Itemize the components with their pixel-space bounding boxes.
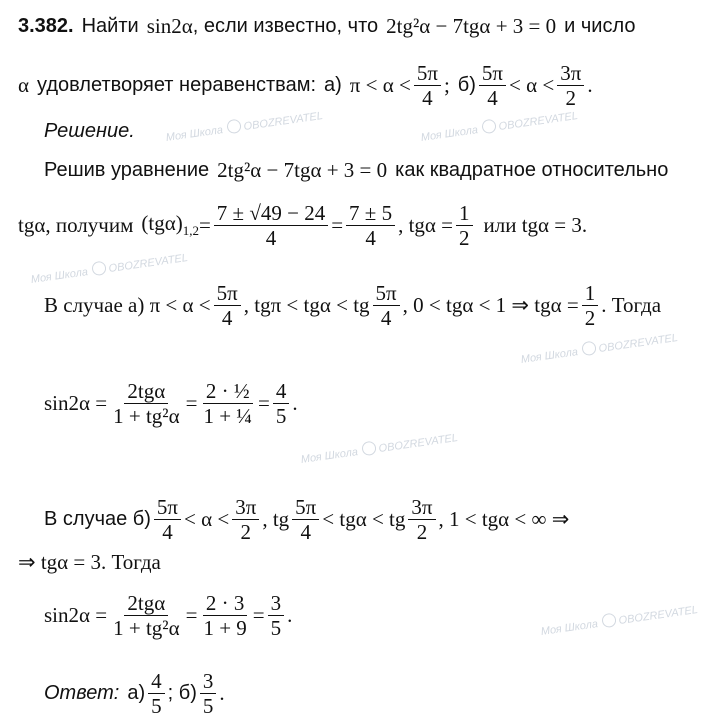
solution-heading: Решение. [44, 120, 135, 142]
math-inequality: < α < [509, 73, 555, 98]
fraction: $\frac{5\pi}{4}$ [214, 282, 241, 329]
fraction-nested: $\frac{\text{2 · ½}}{\text{1 + ¼}}$ [203, 379, 253, 429]
fraction: $\frac{4}{5}$ [148, 670, 165, 717]
fraction: $\frac{3\pi}{2}$ [232, 496, 259, 543]
fraction: $\frac{3\pi}{2}$ [408, 496, 435, 543]
watermark: Моя ШколаOBOZREVATEL [520, 332, 679, 366]
watermark-logo-icon [581, 341, 597, 357]
answer-label: Ответ: [44, 682, 120, 705]
watermark: Моя ШколаOBOZREVATEL [540, 604, 699, 638]
case-label: б) [457, 74, 476, 97]
watermark-logo-icon [91, 261, 107, 277]
math-inequality: π < α < [349, 73, 411, 98]
fraction: $\frac{2 \cdot 3}{1 + 9}$ [203, 591, 247, 641]
math-alpha: α [18, 73, 30, 98]
case-label: а) [324, 74, 342, 97]
watermark: Моя ШколаOBOZREVATEL [165, 110, 324, 144]
math-punct: . [587, 73, 593, 98]
solution-case-b: В случае б) $\frac{5\pi}{4}$ < α < $\frac{3\pi}{2}$ , tg $\frac{5\pi}{4}$ < tgα < tg $\frac{3\pi}{2}$ , 1 < tgα < ∞ ⇒ [44, 495, 570, 545]
fraction-result: $\frac{4}{5}$ [273, 380, 290, 427]
watermark-logo-icon [226, 119, 242, 135]
fraction: $\frac{1}{2}$ [582, 282, 599, 329]
solution-line-2: tgα, получим $(tg\alpha)_{1,2}$ = $\frac{7 \pm √49 - 24}{4}$ = $\frac{7 \pm 5}{4}$ , tgα = $\frac{1}{2}$ или tgα = 3. [18, 201, 588, 251]
problem-text: , если известно, что [192, 15, 379, 37]
problem-line-2 [18, 62, 593, 109]
problem-text: удовлетворяет неравенствам: [37, 74, 316, 97]
watermark: Моя ШколаOBOZREVATEL [420, 110, 579, 144]
solution-line-1: Решив уравнение 2tg²α − 7tgα + 3 = 0 как квадратное относительно [44, 158, 669, 182]
fraction: $\frac{3}{5}$ [200, 670, 217, 717]
math-equation: 2tg²α − 7tgα + 3 = 0 [386, 14, 557, 38]
answer-line: Ответ: а) $\frac{4}{5}$ ; б) $\frac{3}{5}$ . [44, 669, 225, 719]
solution-case-b-line-2: ⇒ tgα = 3. Тогда [18, 550, 161, 574]
solution-sin-a: sin2α = $\frac{\text{2tgα}}{\text{1 + tg²α}}$ = $\frac{\text{2 · ½}}{\text{1 + ¼}}$ = $\frac{4}{5}$ . [44, 379, 298, 429]
watermark-logo-icon [361, 441, 377, 457]
fraction: $\frac{1}{2}$ [456, 202, 473, 249]
fraction-result: $\frac{3}{5}$ [268, 592, 285, 639]
problem-number: 3.382. [18, 15, 74, 37]
fraction: $\frac{5\pi}{4}$ [373, 282, 400, 329]
watermark-logo-icon [481, 119, 497, 135]
fraction: $\frac{5\pi}{4}$ [414, 62, 441, 109]
fraction: $\frac{7 \pm 5}{4}$ [346, 202, 395, 249]
math-sin2a: sin2α [146, 14, 193, 38]
problem-line-1 [18, 14, 635, 39]
fraction: $\frac{5\pi}{4}$ [292, 496, 319, 543]
problem-text: и число [564, 15, 636, 37]
solution-case-a: В случае а) π < α < $\frac{5\pi}{4}$ , tgπ < tgα < tg $\frac{5\pi}{4}$ , 0 < tgα < 1 ⇒ tgα = $\frac{1}{2}$ . Тогда [44, 281, 662, 331]
fraction: $\frac{7 \pm √49 - 24}{4}$ [214, 202, 328, 249]
math-equation: 2tg²α − 7tgα + 3 = 0 [217, 158, 388, 182]
watermark: Моя ШколаOBOZREVATEL [300, 432, 459, 466]
watermark: Моя ШколаOBOZREVATEL [30, 252, 189, 286]
problem-text: Найти [81, 15, 139, 37]
watermark-logo-icon [601, 613, 617, 629]
fraction: $\frac{3\pi}{2}$ [557, 62, 584, 109]
math-tg12: $(tg\alpha)_{1,2}$ [141, 211, 199, 239]
fraction: $\frac{5\pi}{4}$ [154, 496, 181, 543]
math-punct: ; [443, 73, 450, 98]
fraction: $\frac{5\pi}{4}$ [479, 62, 506, 109]
fraction: $\frac{\text{2tgα}}{\text{1 + tg²α}}$ [113, 379, 180, 429]
fraction: $\frac{\text{2tgα}}{\text{1 + tg²α}}$ [113, 591, 180, 641]
solution-sin-b: sin2α = $\frac{\text{2tgα}}{\text{1 + tg²α}}$ = $\frac{2 \cdot 3}{1 + 9}$ = $\frac{3}{5}$ . [44, 591, 293, 641]
